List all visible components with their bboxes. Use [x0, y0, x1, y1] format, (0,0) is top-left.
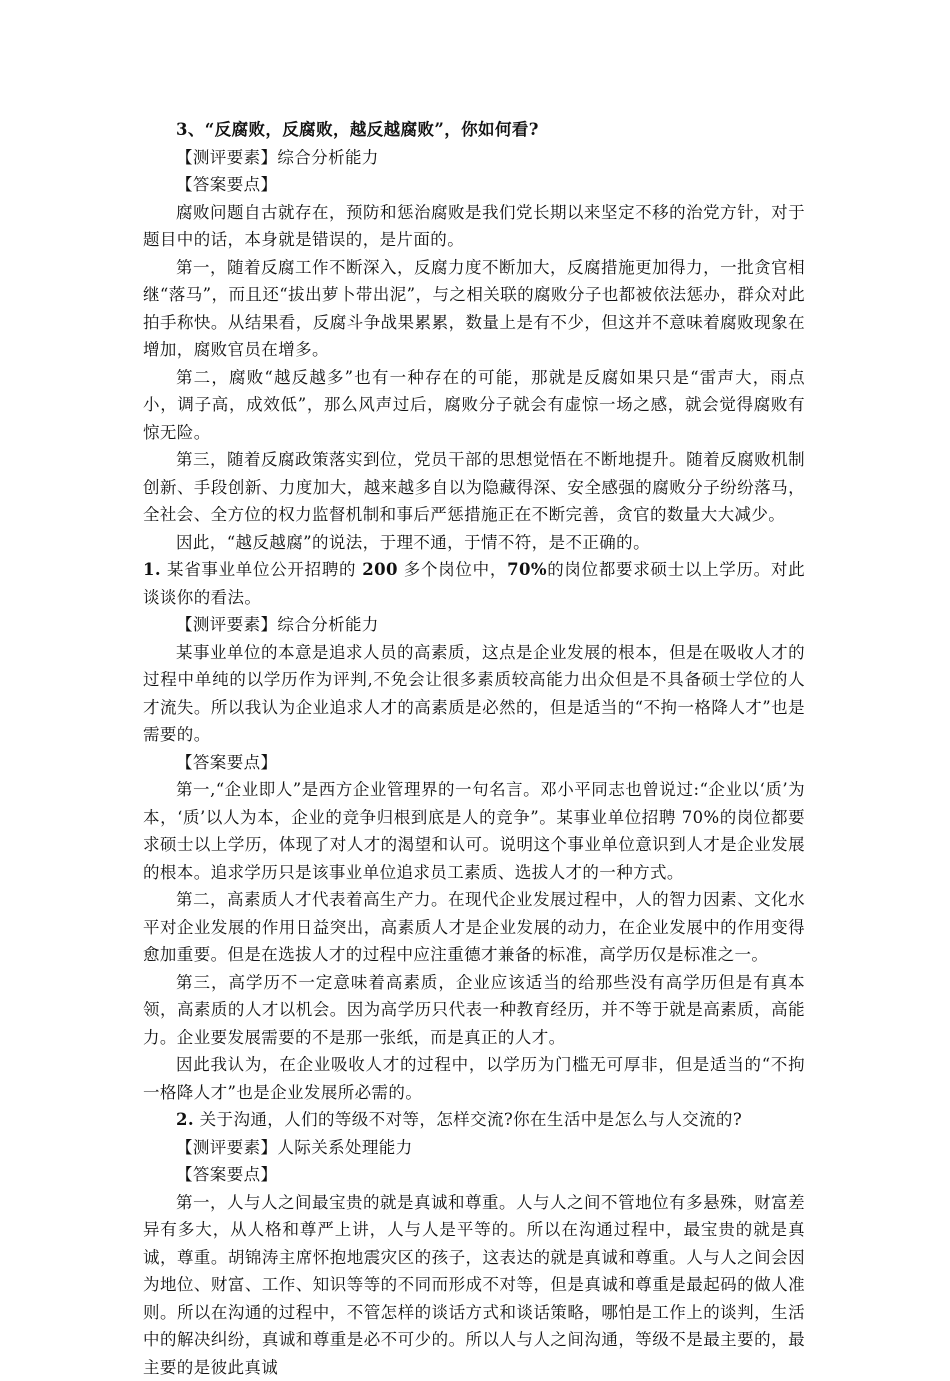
question-1-title-part: 多个岗位中， — [398, 560, 507, 579]
question-1-answer-label: 【答案要点】 — [143, 749, 805, 777]
question-1-paragraph: 第一,“企业即人”是西方企业管理界的一句名言。邓小平同志也曾说过:“企业以‘质’为本，‘质’以人为本，企业的竞争归根到底是人的竞争”。某事业单位招聘 70%的岗位都要求硕士以上学历，体现了对人才的渴望和认可。说明这个事业单位意识到人才是企业发展的根本。追求学历只是该事业单位追求员工素质、选拔人才的一种方式。 — [143, 776, 805, 886]
question-3-paragraph: 因此，“越反越腐”的说法，于理不通，于情不符，是不正确的。 — [143, 529, 805, 557]
question-3-answer-label: 【答案要点】 — [143, 171, 805, 199]
question-1-paragraph: 第三，高学历不一定意味着高素质，企业应该适当的给那些没有高学历但是有真本领，高素质的人才以机会。因为高学历只代表一种教育经历，并不等于就是高素质，高能力。企业要发展需要的不是那一张纸，而是真正的人才。 — [143, 969, 805, 1052]
question-3-paragraph: 第一，随着反腐工作不断深入，反腐力度不断加大，反腐措施更加得力，一批贪官相继“落马”，而且还“拔出萝卜带出泥”，与之相关联的腐败分子也都被依法惩办，群众对此拍手称快。从结果看，反腐斗争战果累累，数量上是有不少，但这并不意味着腐败现象在增加，腐败官员在增多。 — [143, 254, 805, 364]
question-2-paragraph: 第一，人与人之间最宝贵的就是真诚和尊重。人与人之间不管地位有多悬殊，财富差异有多大，从人格和尊严上讲，人与人是平等的。所以在沟通过程中，最宝贵的就是真诚，尊重。胡锦涛主席怀抱地震灾区的孩子，这表达的就是真诚和尊重。人与人之间会因为地位、财富、工作、知识等等的不同而形成不对等，但是真诚和尊重是最起码的做人准则。所以在沟通的过程中，不管怎样的谈话方式和谈话策略，哪怕是工作上的谈判，生活中的解决纠纷，真诚和尊重是必不可少的。所以人与人之间沟通，等级不是最主要的，最主要的是彼此真诚 — [143, 1189, 805, 1381]
question-1-number: 1. — [143, 560, 161, 579]
question-1-factor: 【测评要素】综合分析能力 — [143, 611, 805, 639]
question-1-title-part: 某省事业单位公开招聘的 — [161, 560, 362, 579]
question-1-title-part: 的岗位都要求硕士以上学历。对此谈谈你的看法。 — [143, 560, 805, 607]
question-3-title: 3、“反腐败，反腐败，越反越腐败”，你如何看? — [143, 116, 805, 144]
question-2-answer-label: 【答案要点】 — [143, 1161, 805, 1189]
question-1-title — [143, 556, 805, 611]
question-2-factor: 【测评要素】人际关系处理能力 — [143, 1134, 805, 1162]
question-1-paragraph: 因此我认为，在企业吸收人才的过程中，以学历为门槛无可厚非，但是适当的“不拘一格降人才”也是企业发展所必需的。 — [143, 1051, 805, 1106]
question-2-title — [143, 1106, 805, 1134]
question-3-factor: 【测评要素】综合分析能力 — [143, 144, 805, 172]
question-1-intro: 某事业单位的本意是追求人员的高素质，这点是企业发展的根本，但是在吸收人才的过程中单纯的以学历作为评判,不免会让很多素质较高能力出众但是不具备硕士学位的人才流失。所以我认为企业追求人才的高素质是必然的，但是适当的“不拘一格降人才”也是需要的。 — [143, 639, 805, 749]
question-3-paragraph: 第三，随着反腐政策落实到位，党员干部的思想觉悟在不断地提升。随着反腐败机制创新、手段创新、力度加大，越来越多自以为隐藏得深、安全感强的腐败分子纷纷落马，全社会、全方位的权力监督机制和事后严惩措施正在不断完善，贪官的数量大大减少。 — [143, 446, 805, 529]
question-1-count-200: 200 — [362, 560, 398, 579]
document-body — [143, 116, 805, 1381]
question-3-paragraph: 腐败问题自古就存在，预防和惩治腐败是我们党长期以来坚定不移的治党方针，对于题目中的话，本身就是错误的，是片面的。 — [143, 199, 805, 254]
question-2-title-text: 关于沟通，人们的等级不对等，怎样交流?你在生活中是怎么与人交流的? — [194, 1110, 742, 1129]
question-2-number: 2. — [176, 1110, 194, 1129]
question-3-paragraph: 第二，腐败“越反越多”也有一种存在的可能，那就是反腐如果只是“雷声大，雨点小，调子高，成效低”，那么风声过后，腐败分子就会有虚惊一场之感，就会觉得腐败有惊无险。 — [143, 364, 805, 447]
question-1-percent-70: 70% — [507, 560, 547, 579]
question-1-paragraph: 第二，高素质人才代表着高生产力。在现代企业发展过程中，人的智力因素、文化水平对企业发展的作用日益突出，高素质人才是企业发展的动力，在企业发展中的作用变得愈加重要。但是在选拔人才的过程中应注重德才兼备的标准，高学历仅是标准之一。 — [143, 886, 805, 969]
